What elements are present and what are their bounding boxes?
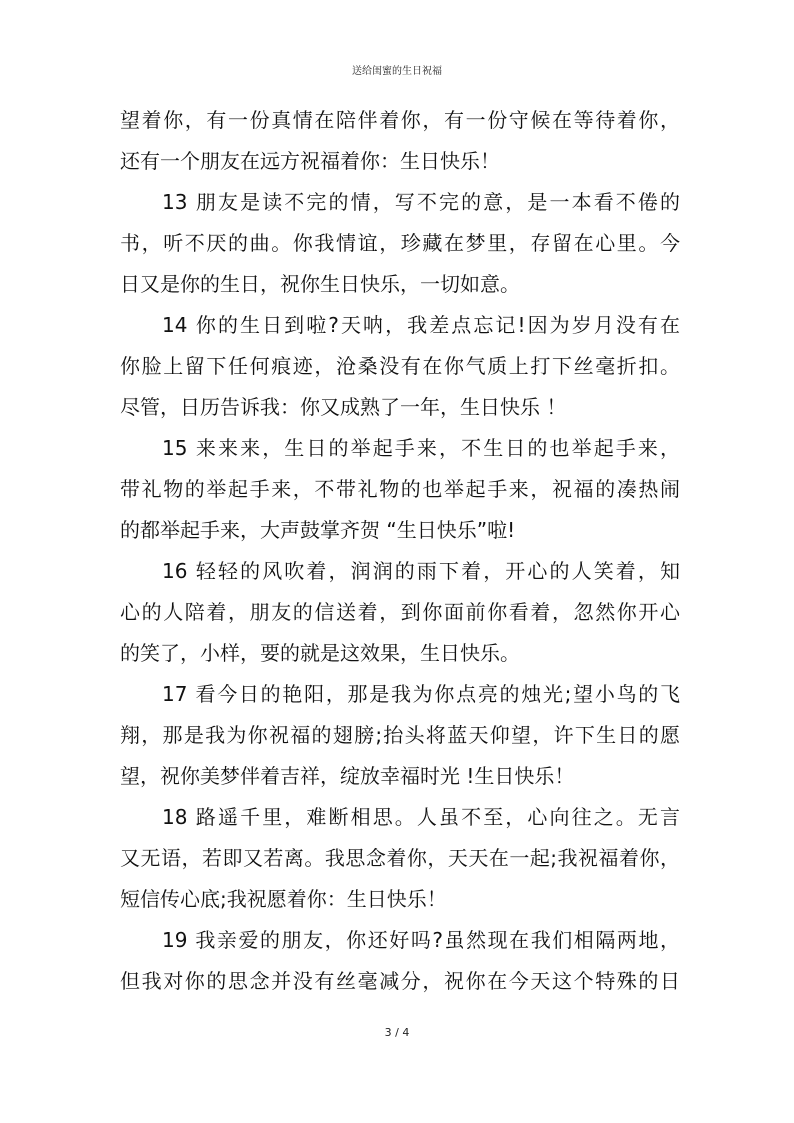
text-line: 望，祝你美梦伴着吉祥，绽放幸福时光 !生日快乐！: [120, 764, 575, 788]
paragraph-first-line: 17 看今日的艳阳，那是我为你点亮的烛光;望小鸟的飞: [162, 682, 680, 706]
text-line: 尽管，日历告诉我：你又成熟了一年，生日快乐 ！: [120, 395, 567, 419]
paragraph-first-line: 18 路遥千里，难断相思。人虽不至，心向往之。无言: [162, 805, 680, 829]
paragraph-first-line: 13 朋友是读不完的情，写不完的意，是一本看不倦的: [162, 190, 680, 214]
page-header-title: 送给闺蜜的生日祝福: [352, 66, 442, 77]
text-line: 还有一个朋友在远方祝福着你：生日快乐！: [120, 149, 500, 173]
text-line: 短信传心底;我祝愿着你：生日快乐！: [120, 887, 447, 911]
document-body: [120, 100, 680, 1002]
paragraph-first-line: 16 轻轻的风吹着，润润的雨下着，开心的人笑着，知: [162, 559, 680, 583]
text-line: 带礼物的举起手来，不带礼物的也举起手来，祝福的凑热闹: [120, 477, 680, 501]
text-line: 但我对你的思念并没有丝毫减分，祝你在今天这个特殊的日: [120, 969, 680, 993]
text-line: 翔，那是我为你祝福的翅膀;抬头将蓝天仰望，许下生日的愿: [120, 723, 680, 747]
text-line: 你脸上留下任何痕迹，沧桑没有在你气质上打下丝毫折扣。: [120, 354, 680, 378]
text-line: 的都举起手来，大声鼓掌齐贺 “生日快乐”啦!: [120, 518, 516, 542]
text-line: 书，听不厌的曲。你我情谊，珍藏在梦里，存留在心里。今: [120, 231, 680, 255]
text-line: 日又是你的生日，祝你生日快乐，一切如意。: [120, 272, 520, 296]
text-line: 心的人陪着，朋友的信送着，到你面前你看着，忽然你开心: [120, 600, 680, 624]
text-line: 的笑了，小样，要的就是这效果，生日快乐。: [120, 641, 520, 665]
text-line: 又无语，若即又若离。我思念着你，天天在一起;我祝福着你，: [120, 846, 680, 870]
page-number: 3 / 4: [384, 1026, 410, 1039]
paragraph-first-line: 19 我亲爱的朋友，你还好吗?虽然现在我们相隔两地，: [162, 928, 680, 952]
text-line: 望着你，有一份真情在陪伴着你，有一份守候在等待着你，: [120, 108, 680, 132]
paragraph-first-line: 14 你的生日到啦?天呐，我差点忘记!因为岁月没有在: [162, 313, 680, 337]
paragraph-first-line: 15 来来来，生日的举起手来，不生日的也举起手来，: [162, 436, 680, 460]
